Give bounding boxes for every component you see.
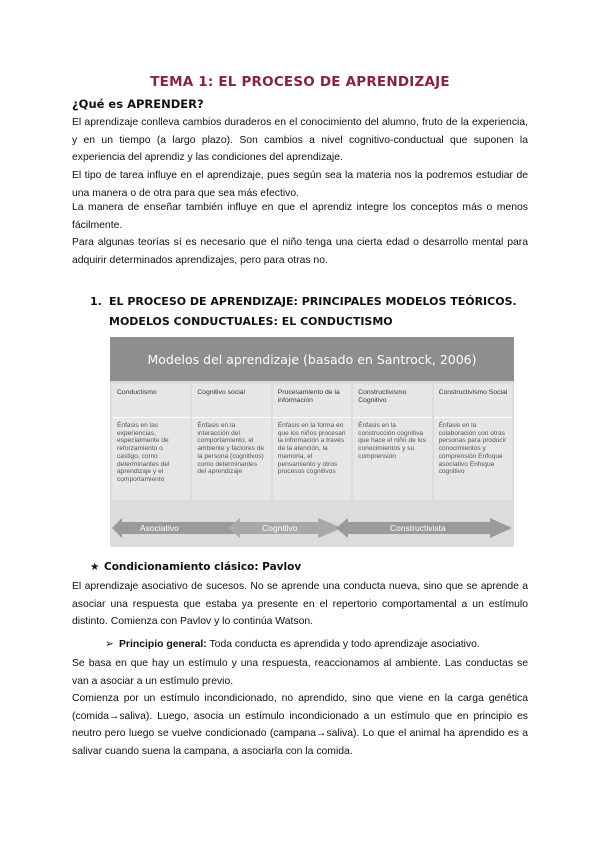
figure-column [434,384,512,500]
section-heading [90,292,530,332]
column-body: Énfasis en la colaboración con otras personas para producir conocimientos y comprensión Enfoque asociativo Enfoque cognitivo [438,422,507,476]
final-paragraph-2: Comienza por un estímulo incondicionado, no aprendido, sino que viene en la carga genética (comida→saliva). Luego, asocia un estímulo incondicionado a un estímulo que en principio es neutro pero luego se vuelve condicionado (campana→saliva). Lo que el animal ha aprendido es a salivar cuando suena la campana, a asociarla con la comida. [72,693,528,757]
sub-paragraph: El aprendizaje asociativo de sucesos. No se aprende una conducta nueva, sino que se aprende a asociar una respuesta que estaba ya presente en el repertorio comportamental a un estímulo distinto. Comienza con Pavlov y lo continúa Watson. [72,581,528,628]
intro-paragraph-2: El tipo de tarea influye en el aprendizaje, pues según sea la materia nos la podremos estudiar de una manera o de otra para que sea más efectivo. [72,170,528,199]
principle-line [105,638,480,650]
intro-paragraph-4: Para algunas teorías sí es necesario que el niño tenga una cierta edad o desarrollo mental para adquirir determinados aprendizajes, pero para otras no. [72,237,528,266]
figure-columns [112,384,512,500]
column-body: Énfasis en la construcción cognitiva que hace el niño de los conocimientos y su comprensión [358,422,426,460]
figure-column [353,384,431,500]
principle-text: Toda conducta es aprendida y todo aprendizaje asociativo. [206,639,480,650]
section-number: 1. [90,295,102,308]
question-heading: ¿Qué es APRENDER? [72,97,204,111]
column-body: Énfasis en las experiencias, especialmente de reforzamiento o castigo, como determinantes del aprendizaje y el comportamiento [117,422,170,483]
column-title: Constructivismo Cognitivo [358,389,407,404]
arrow-label-constructivist: Constructivista [390,523,446,533]
arrow-label-cognitive: Cognitivo [262,523,298,533]
intro-paragraph-1: El aprendizaje conlleva cambios duraderos en el conocimiento del alumno, fruto de la experiencia, y en un tiempo (a largo plazo). Son cambios a nivel cognitivo-conductual que suponen la experiencia del aprendiz y las condiciones del aprendizaje. [72,117,528,164]
arrow-label-associative: Asociativo [140,523,179,533]
column-divider [192,417,270,418]
figure-column [273,384,351,500]
column-title: Procesamiento de la información [277,389,340,404]
intro-paragraph-3: La manera de enseñar también influye en que el aprendiz integre los conceptos más o menos fácilmente. [72,202,528,231]
column-title: Constructivismo Social [438,389,508,396]
column-divider [112,417,190,418]
models-figure [110,337,514,547]
column-title: Cognitivo social [197,389,245,396]
final-paragraph-1: Se basa en que hay un estímulo y una respuesta, reaccionamos al ambiente. Las conductas se van a asociar a un estímulo previo. [72,658,528,687]
figure-column [112,384,190,500]
star-bullet-icon: ★ [90,561,100,573]
figure-column [192,384,270,500]
column-body: Énfasis en la forma en que los niños procesan la información a través de la atención, la memoria, el pensamiento y otros procesos cognitivos [277,422,346,476]
column-divider [353,417,431,418]
column-divider [434,417,512,418]
column-title: Conductismo [117,389,157,396]
document-title: TEMA 1: EL PROCESO DE APRENDIZAJE [150,74,450,90]
subsection-heading [90,561,301,573]
arrow-bullet-icon: ➢ [105,639,114,650]
section-title: EL PROCESO DE APRENDIZAJE: PRINCIPALES MODELOS TEÓRICOS. MODELOS CONDUCTUALES: EL CONDUCTISMO [109,295,517,328]
figure-header: Modelos del aprendizaje (basado en Santrock, 2006) [110,337,514,381]
principle-label: Principio general: [119,639,207,650]
column-divider [273,417,351,418]
subsection-title: Condicionamiento clásico: Pavlov [104,561,302,573]
column-body: Énfasis en la interacción del comportamiento, el ambiente y factores de la persona (cognitivos) como determinantes del aprendizaje [197,422,265,476]
